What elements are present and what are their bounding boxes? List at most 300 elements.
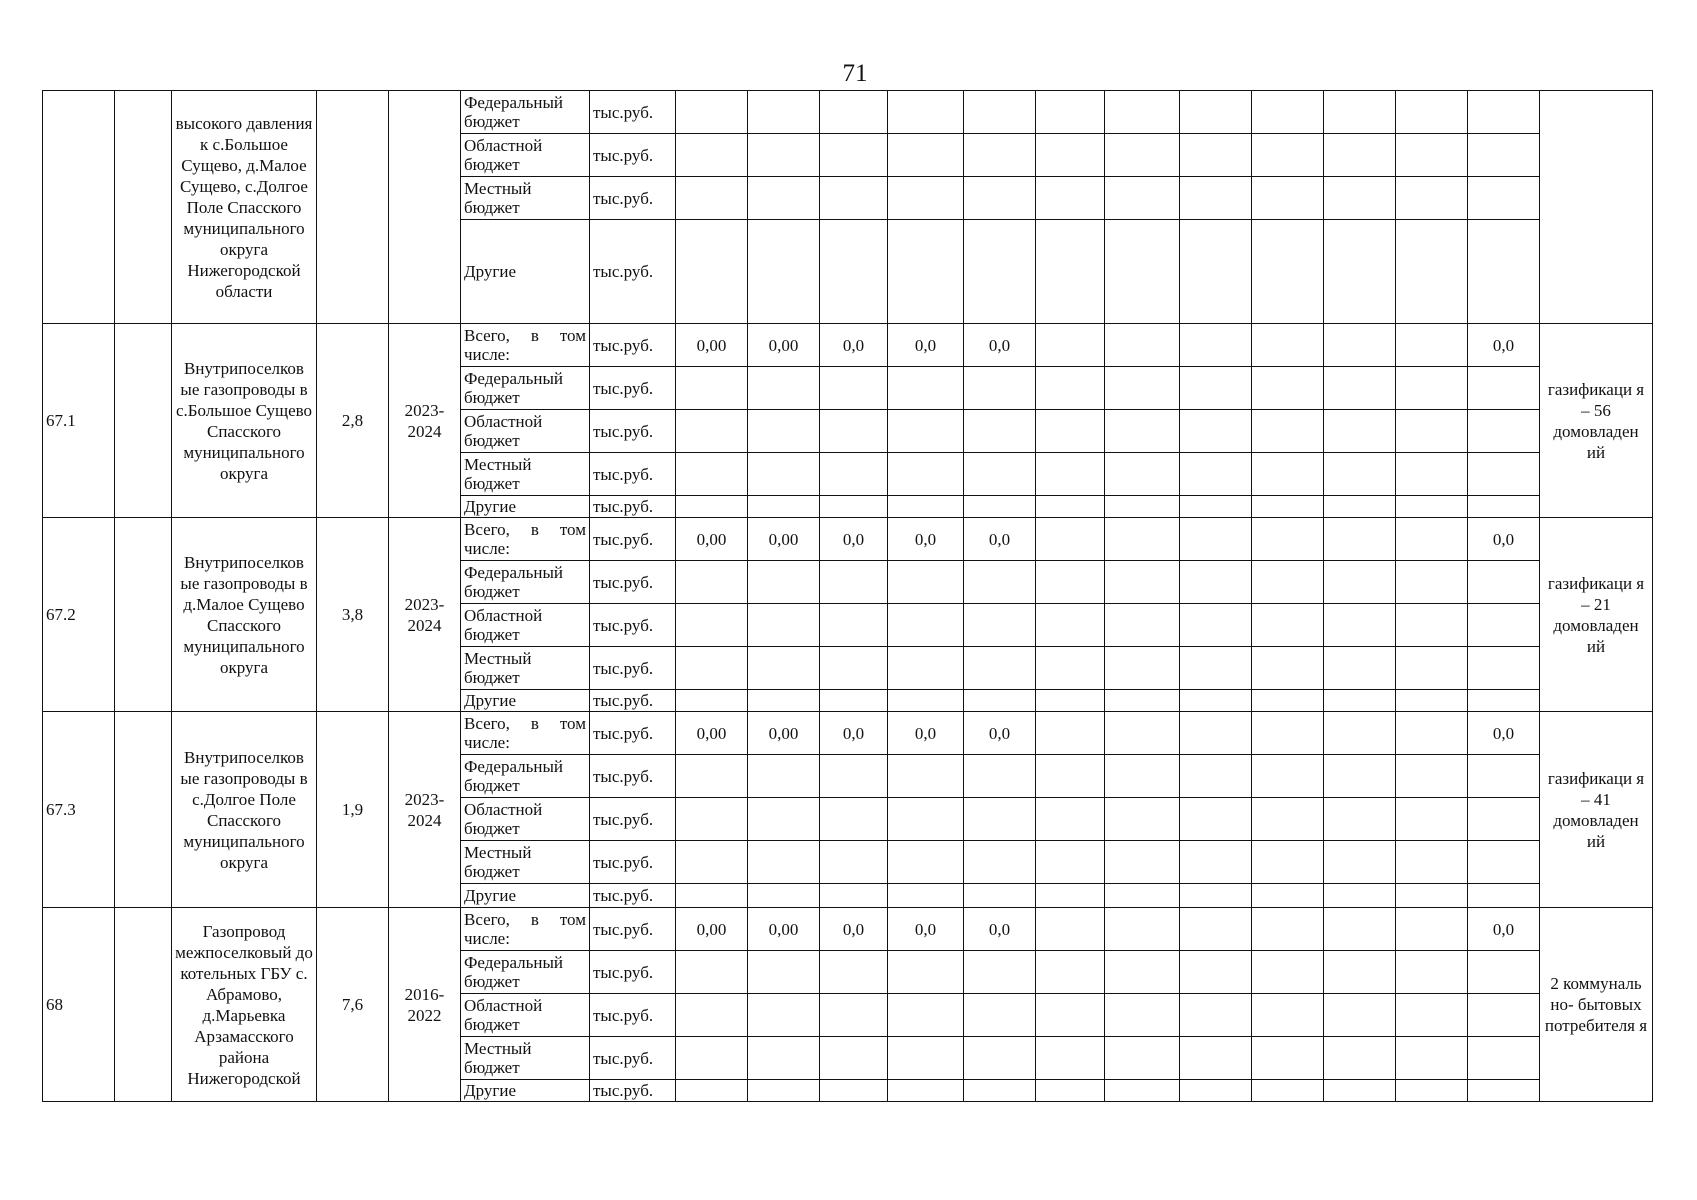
value-cell: [1180, 324, 1252, 367]
total-label-word: Всего,: [464, 326, 510, 345]
value-cell: [676, 496, 748, 518]
value-cell: [1396, 220, 1468, 324]
value-cell: [964, 647, 1036, 690]
unit-label: тыс.руб.: [590, 561, 676, 604]
row-code: 67.3: [43, 712, 115, 908]
unit-label: тыс.руб.: [590, 798, 676, 841]
value-cell: [1036, 91, 1105, 134]
value-cell: [1036, 367, 1105, 410]
value-cell: [748, 561, 820, 604]
value-cell: [1180, 604, 1252, 647]
value-cell: [676, 647, 748, 690]
value-cell: [820, 177, 888, 220]
value-cell: [1105, 220, 1180, 324]
value-cell: [1252, 453, 1324, 496]
object-years: [389, 91, 461, 324]
value-cell: [1468, 453, 1540, 496]
value-cell: [1036, 1080, 1105, 1102]
total-label-word: Всего,: [464, 910, 510, 929]
value-cell: [1468, 91, 1540, 134]
value-cell: [1180, 884, 1252, 908]
value-cell: [1324, 841, 1396, 884]
value-cell: [676, 453, 748, 496]
object-length: 7,6: [317, 908, 389, 1102]
value-cell: [964, 1037, 1036, 1080]
value-total: 0,0: [964, 518, 1036, 561]
value-cell: [1252, 518, 1324, 561]
object-name: высокого давления к с.Большое Сущево, д.Малое Сущево, с.Долгое Поле Спасского муниципального округа Нижегородской области: [172, 91, 317, 324]
value-cell: [676, 604, 748, 647]
object-name: Внутрипоселков ые газопроводы в д.Малое Сущево Спасского муниципального округа: [172, 518, 317, 712]
funding-source: Местный бюджет: [461, 1037, 590, 1080]
value-cell: [1105, 177, 1180, 220]
value-cell: [964, 798, 1036, 841]
value-cell: [1396, 91, 1468, 134]
value-cell: [1324, 561, 1396, 604]
value-cell: [1036, 994, 1105, 1037]
value-cell: [1036, 690, 1105, 712]
value-cell: [1324, 755, 1396, 798]
value-cell: [964, 604, 1036, 647]
value-cell: [1396, 798, 1468, 841]
value-cell: [1105, 798, 1180, 841]
value-cell: [1105, 712, 1180, 755]
value-cell: [964, 690, 1036, 712]
value-cell: [1468, 177, 1540, 220]
value-cell: [1180, 177, 1252, 220]
value-cell: [1252, 908, 1324, 951]
value-cell: [820, 1080, 888, 1102]
value-cell: [1324, 951, 1396, 994]
value-cell: [1468, 604, 1540, 647]
value-cell: [676, 410, 748, 453]
value-cell: [888, 220, 964, 324]
value-cell: [676, 367, 748, 410]
value-cell: [888, 841, 964, 884]
value-cell: [964, 884, 1036, 908]
value-cell: [1324, 1080, 1396, 1102]
value-cell: [820, 1037, 888, 1080]
value-cell: [820, 561, 888, 604]
value-cell: [1105, 908, 1180, 951]
value-cell: [1105, 410, 1180, 453]
value-cell: [1105, 1037, 1180, 1080]
value-cell: [1180, 91, 1252, 134]
value-cell: [748, 177, 820, 220]
value-cell: [820, 690, 888, 712]
funding-source: Федеральный бюджет: [461, 755, 590, 798]
value-cell: [964, 367, 1036, 410]
unit-label: тыс.руб.: [590, 220, 676, 324]
value-cell: [1252, 1037, 1324, 1080]
page-number: 71: [842, 60, 868, 87]
funding-source: Областной бюджет: [461, 798, 590, 841]
unit-label: тыс.руб.: [590, 647, 676, 690]
value-cell: [1324, 220, 1396, 324]
value-cell: [964, 755, 1036, 798]
funding-source: Федеральный бюджет: [461, 561, 590, 604]
value-cell: [888, 410, 964, 453]
value-cell: [1396, 908, 1468, 951]
value-cell: [1036, 220, 1105, 324]
value-cell: [1324, 518, 1396, 561]
value-cell: [1468, 798, 1540, 841]
value-cell: [676, 1080, 748, 1102]
table-row: [43, 324, 1653, 367]
value-cell: [888, 367, 964, 410]
value-total: 0,00: [676, 712, 748, 755]
value-cell: [1252, 712, 1324, 755]
unit-label: тыс.руб.: [590, 908, 676, 951]
value-cell: [1396, 951, 1468, 994]
value-cell: [1252, 367, 1324, 410]
result-text: 2 коммуналь но- бытовых потребителя я: [1540, 908, 1653, 1102]
value-cell: [1468, 220, 1540, 324]
financing-table: [42, 90, 1653, 1102]
row-subcode: [115, 518, 172, 712]
unit-label: тыс.руб.: [590, 1037, 676, 1080]
value-cell: [676, 220, 748, 324]
value-cell: [1324, 496, 1396, 518]
funding-source: Местный бюджет: [461, 841, 590, 884]
value-total: 0,0: [964, 908, 1036, 951]
value-cell: [1180, 755, 1252, 798]
value-cell: [1396, 367, 1468, 410]
value-cell: [1468, 1037, 1540, 1080]
value-total: 0,0: [820, 712, 888, 755]
value-cell: [1324, 712, 1396, 755]
value-total: 0,0: [964, 324, 1036, 367]
value-cell: [1468, 561, 1540, 604]
value-total: 0,00: [676, 518, 748, 561]
unit-label: тыс.руб.: [590, 518, 676, 561]
value-cell: [748, 367, 820, 410]
value-cell: [676, 994, 748, 1037]
value-cell: [1324, 994, 1396, 1037]
value-cell: [888, 798, 964, 841]
value-cell: [1324, 647, 1396, 690]
value-cell: [1396, 453, 1468, 496]
value-cell: [748, 453, 820, 496]
value-cell: [1396, 496, 1468, 518]
value-cell: [1324, 1037, 1396, 1080]
value-cell: [748, 604, 820, 647]
value-cell: [1036, 324, 1105, 367]
value-cell: [888, 994, 964, 1037]
total-label-word: числе:: [464, 733, 510, 752]
value-cell: [1252, 884, 1324, 908]
value-cell: [748, 690, 820, 712]
value-cell: [820, 994, 888, 1037]
value-cell: [748, 134, 820, 177]
value-cell: [888, 177, 964, 220]
row-subcode: [115, 908, 172, 1102]
total-label-word: в: [530, 910, 539, 929]
funding-source: Другие: [461, 884, 590, 908]
value-cell: [676, 561, 748, 604]
value-cell: [1324, 177, 1396, 220]
value-cell: [1036, 841, 1105, 884]
funding-source: Областной бюджет: [461, 604, 590, 647]
value-cell: [1036, 518, 1105, 561]
value-cell: [1324, 884, 1396, 908]
total-label-word: числе:: [464, 345, 510, 364]
table-body: [43, 91, 1653, 1102]
total-label-word: том: [559, 520, 586, 539]
value-cell: [820, 410, 888, 453]
value-cell: [1252, 798, 1324, 841]
value-cell: [1180, 134, 1252, 177]
value-final-total: 0,0: [1468, 712, 1540, 755]
object-years: 2023-2024: [389, 712, 461, 908]
value-cell: [820, 755, 888, 798]
unit-label: тыс.руб.: [590, 841, 676, 884]
value-cell: [748, 496, 820, 518]
total-label-word: числе:: [464, 929, 510, 948]
value-cell: [1252, 647, 1324, 690]
value-cell: [888, 690, 964, 712]
value-cell: [1105, 994, 1180, 1037]
result-text: газификаци я – 21 домовладен ий: [1540, 518, 1653, 712]
value-cell: [676, 798, 748, 841]
object-years: 2023-2024: [389, 324, 461, 518]
value-cell: [1105, 453, 1180, 496]
unit-label: тыс.руб.: [590, 496, 676, 518]
funding-source: Местный бюджет: [461, 177, 590, 220]
value-cell: [1396, 177, 1468, 220]
funding-source: Местный бюджет: [461, 647, 590, 690]
value-cell: [1180, 453, 1252, 496]
value-cell: [748, 841, 820, 884]
table-row: [43, 908, 1653, 951]
object-name: Газопровод межпоселковый до котельных ГБУ с. Абрамово, д.Марьевка Арзамасского района Нижегородской: [172, 908, 317, 1102]
total-label-word: в: [530, 520, 539, 539]
value-cell: [1324, 410, 1396, 453]
value-cell: [820, 951, 888, 994]
value-cell: [748, 410, 820, 453]
value-cell: [820, 453, 888, 496]
value-cell: [1036, 134, 1105, 177]
value-cell: [1180, 951, 1252, 994]
unit-label: тыс.руб.: [590, 755, 676, 798]
value-cell: [1396, 134, 1468, 177]
value-cell: [1252, 994, 1324, 1037]
value-cell: [1468, 994, 1540, 1037]
value-total: 0,0: [888, 908, 964, 951]
total-label-word: том: [559, 714, 586, 733]
value-cell: [1468, 410, 1540, 453]
value-cell: [1180, 690, 1252, 712]
value-cell: [1396, 841, 1468, 884]
value-total: 0,0: [820, 324, 888, 367]
unit-label: тыс.руб.: [590, 324, 676, 367]
value-total: 0,00: [676, 324, 748, 367]
value-cell: [820, 91, 888, 134]
table-row: [43, 91, 1653, 134]
unit-label: тыс.руб.: [590, 410, 676, 453]
value-cell: [1252, 604, 1324, 647]
value-cell: [888, 1037, 964, 1080]
value-cell: [1324, 324, 1396, 367]
value-cell: [820, 134, 888, 177]
object-years: 2016-2022: [389, 908, 461, 1102]
value-cell: [1468, 755, 1540, 798]
value-total: 0,0: [888, 324, 964, 367]
value-cell: [964, 994, 1036, 1037]
value-cell: [1252, 841, 1324, 884]
unit-label: тыс.руб.: [590, 453, 676, 496]
value-total: 0,0: [964, 712, 1036, 755]
value-cell: [1324, 604, 1396, 647]
value-cell: [1036, 798, 1105, 841]
value-cell: [676, 951, 748, 994]
value-cell: [1324, 134, 1396, 177]
value-cell: [1180, 994, 1252, 1037]
value-cell: [964, 177, 1036, 220]
total-label-word: том: [559, 326, 586, 345]
total-label-word: в: [530, 714, 539, 733]
value-cell: [1036, 755, 1105, 798]
table-row: [43, 518, 1653, 561]
value-cell: [1105, 561, 1180, 604]
value-cell: [1324, 798, 1396, 841]
value-cell: [1396, 755, 1468, 798]
value-cell: [1180, 410, 1252, 453]
value-cell: [1180, 712, 1252, 755]
value-cell: [1252, 690, 1324, 712]
value-cell: [748, 1037, 820, 1080]
object-length: 2,8: [317, 324, 389, 518]
value-cell: [964, 91, 1036, 134]
object-length: [317, 91, 389, 324]
row-subcode: [115, 91, 172, 324]
value-final-total: 0,0: [1468, 324, 1540, 367]
row-code: [43, 91, 115, 324]
value-cell: [1324, 908, 1396, 951]
value-cell: [1468, 134, 1540, 177]
value-cell: [964, 561, 1036, 604]
value-cell: [1180, 496, 1252, 518]
value-cell: [1468, 841, 1540, 884]
value-cell: [1468, 1080, 1540, 1102]
value-cell: [964, 220, 1036, 324]
value-cell: [888, 134, 964, 177]
unit-label: тыс.руб.: [590, 91, 676, 134]
unit-label: тыс.руб.: [590, 884, 676, 908]
value-cell: [1396, 884, 1468, 908]
object-length: 1,9: [317, 712, 389, 908]
value-cell: [1036, 177, 1105, 220]
value-cell: [1324, 690, 1396, 712]
value-cell: [1036, 453, 1105, 496]
row-code: 68: [43, 908, 115, 1102]
funding-source: Другие: [461, 496, 590, 518]
value-cell: [888, 604, 964, 647]
value-cell: [1036, 1037, 1105, 1080]
funding-source: Местный бюджет: [461, 453, 590, 496]
funding-source-total: [461, 324, 590, 367]
value-cell: [964, 410, 1036, 453]
value-cell: [1036, 908, 1105, 951]
value-cell: [1105, 324, 1180, 367]
value-cell: [1105, 518, 1180, 561]
value-cell: [820, 798, 888, 841]
total-label-word: Всего,: [464, 520, 510, 539]
value-cell: [964, 496, 1036, 518]
value-cell: [748, 884, 820, 908]
value-cell: [820, 647, 888, 690]
value-cell: [1396, 1037, 1468, 1080]
value-cell: [748, 647, 820, 690]
value-cell: [964, 951, 1036, 994]
row-subcode: [115, 324, 172, 518]
value-cell: [888, 951, 964, 994]
value-cell: [1105, 496, 1180, 518]
total-label-word: числе:: [464, 539, 510, 558]
value-cell: [1036, 647, 1105, 690]
value-cell: [1396, 324, 1468, 367]
value-cell: [1252, 134, 1324, 177]
funding-source: Другие: [461, 220, 590, 324]
value-cell: [1468, 367, 1540, 410]
value-cell: [964, 134, 1036, 177]
unit-label: тыс.руб.: [590, 367, 676, 410]
funding-source: Областной бюджет: [461, 410, 590, 453]
object-name: Внутрипоселков ые газопроводы в с.Долгое Поле Спасского муниципального округа: [172, 712, 317, 908]
value-cell: [1036, 884, 1105, 908]
value-cell: [1036, 410, 1105, 453]
value-cell: [748, 1080, 820, 1102]
value-total: 0,0: [820, 518, 888, 561]
value-final-total: 0,0: [1468, 908, 1540, 951]
value-cell: [1396, 647, 1468, 690]
unit-label: тыс.руб.: [590, 177, 676, 220]
value-cell: [1468, 951, 1540, 994]
funding-source: Областной бюджет: [461, 134, 590, 177]
total-label-word: Всего,: [464, 714, 510, 733]
value-cell: [1252, 410, 1324, 453]
value-final-total: 0,0: [1468, 518, 1540, 561]
value-cell: [1324, 91, 1396, 134]
unit-label: тыс.руб.: [590, 994, 676, 1037]
value-total: 0,0: [820, 908, 888, 951]
value-cell: [1180, 1080, 1252, 1102]
value-cell: [1252, 561, 1324, 604]
value-cell: [888, 91, 964, 134]
value-cell: [1180, 841, 1252, 884]
value-cell: [1252, 220, 1324, 324]
value-cell: [676, 1037, 748, 1080]
value-cell: [676, 134, 748, 177]
value-cell: [1105, 647, 1180, 690]
value-cell: [1105, 1080, 1180, 1102]
value-cell: [1396, 690, 1468, 712]
unit-label: тыс.руб.: [590, 134, 676, 177]
result-text: газификаци я – 56 домовладен ий: [1540, 324, 1653, 518]
funding-source: Федеральный бюджет: [461, 951, 590, 994]
value-cell: [676, 884, 748, 908]
value-cell: [748, 951, 820, 994]
value-cell: [1252, 951, 1324, 994]
value-total: 0,00: [748, 908, 820, 951]
value-cell: [888, 755, 964, 798]
value-cell: [748, 220, 820, 324]
table-row: [43, 712, 1653, 755]
value-cell: [888, 884, 964, 908]
value-cell: [1468, 647, 1540, 690]
value-total: 0,0: [888, 518, 964, 561]
value-cell: [1180, 561, 1252, 604]
